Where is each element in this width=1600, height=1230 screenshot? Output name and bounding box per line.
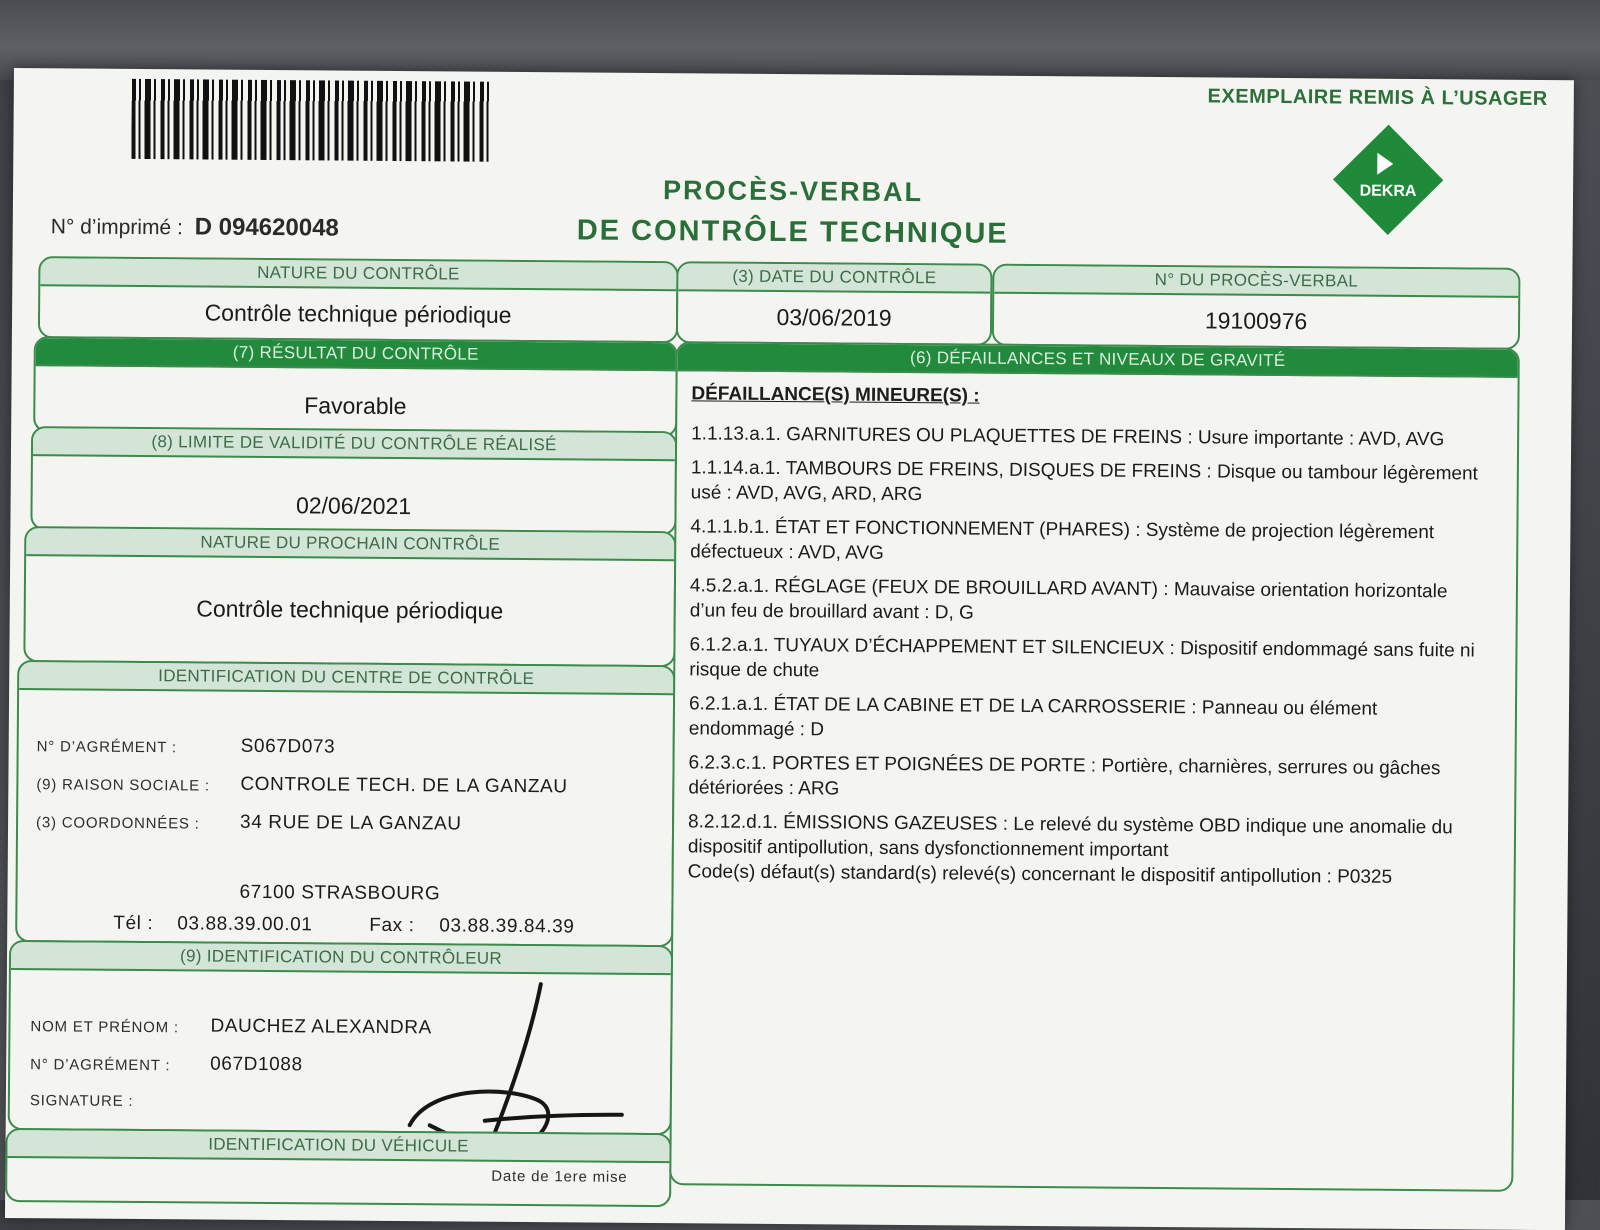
centre-agrement-label: N° D’AGRÉMENT : [36, 738, 177, 757]
centre-fax-label: Fax : [369, 914, 415, 937]
fabric-background [0, 0, 1600, 80]
numero-pv-value: 19100976 [1204, 307, 1308, 335]
date-controle-label: (3) DATE DU CONTRÔLE [678, 263, 990, 293]
vehicule-label: IDENTIFICATION DU VÉHICULE [7, 1130, 669, 1163]
centre-box [15, 660, 675, 947]
document-title-line1: PROCÈS-VERBAL [662, 175, 924, 208]
prochain-controle-label: NATURE DU PROCHAIN CONTRÔLE [26, 528, 674, 561]
inspection-report-sheet [5, 68, 1574, 1230]
resultat-value: Favorable [304, 392, 407, 420]
nature-controle-value: Contrôle technique périodique [204, 299, 512, 328]
vehicule-date-label: Date de 1ere mise [491, 1167, 628, 1186]
defaillances-label: (6) DÉFAILLANCES ET NIVEAUX DE GRAVITÉ [678, 343, 1518, 378]
nature-controle-box [38, 256, 679, 343]
defect-item: 4.5.2.a.1. RÉGLAGE (FEUX DE BROUILLARD AVANT) : Mauvaise orientation horizontale d’un feu de brouillard avant : D, G [689, 575, 1448, 624]
centre-tel-value: 03.88.39.00.01 [177, 913, 313, 936]
defect-item: 1.1.14.a.1. TAMBOURS DE FREINS, DISQUES DE FREINS : Disque ou tambour légèrement usé : AVD, AVG, ARD, ARG [690, 457, 1478, 506]
defect-heading: DÉFAILLANCE(S) MINEURE(S) : [691, 383, 980, 407]
vehicule-box [5, 1128, 672, 1207]
limite-validite-box [30, 426, 677, 535]
handwritten-signature [389, 975, 631, 1135]
print-number [51, 212, 339, 242]
centre-label: IDENTIFICATION DU CENTRE DE CONTRÔLE [19, 662, 673, 695]
print-number-value: D 094620048 [194, 213, 339, 242]
defect-item: 6.2.1.a.1. ÉTAT DE LA CABINE ET DE LA CARROSSERIE : Panneau ou élément endommagé : D [688, 693, 1378, 741]
controleur-signature-label: SIGNATURE : [29, 1092, 134, 1110]
defect-code-line: Code(s) défaut(s) standard(s) relevé(s) concernant le dispositif antipollution : P0325 [687, 861, 1393, 888]
centre-tel-label: Tél : [113, 912, 154, 935]
centre-address-line1: 34 RUE DE LA GANZAU [240, 811, 462, 835]
defect-list [688, 383, 1488, 899]
defect-item: 6.2.3.c.1. PORTES ET POIGNÉES DE PORTE : Portière, charnières, serrures ou gâches détériorées : ARG [688, 752, 1441, 800]
defect-item: 4.1.1.b.1. ÉTAT ET FONCTIONNEMENT (PHARES) : Système de projection légèrement défectueux : AVD, AVG [690, 516, 1435, 564]
resultat-box [33, 336, 678, 437]
controleur-name-label: NOM ET PRÉNOM : [30, 1018, 179, 1037]
copy-note: EXEMPLAIRE REMIS À L’USAGER [1207, 85, 1548, 111]
controleur-agrement-label: N° D’AGRÉMENT : [30, 1056, 171, 1075]
defect-item: 8.2.12.d.1. ÉMISSIONS GAZEUSES : Le relevé du système OBD indique une anomalie du dispositif antipollution, sans dysfonctionnement important [687, 811, 1453, 862]
centre-raison-value: CONTROLE TECH. DE LA GANZAU [240, 773, 568, 798]
centre-fax-value: 03.88.39.84.39 [439, 915, 575, 938]
numero-pv-label: N° DU PROCÈS-VERBAL [994, 266, 1518, 298]
defaillances-box [669, 341, 1520, 1192]
limite-validite-label: (8) LIMITE DE VALIDITÉ DU CONTRÔLE RÉALISÉ [33, 428, 675, 461]
centre-coord-label: (3) COORDONNÉES : [36, 814, 200, 833]
date-controle-box [676, 261, 993, 345]
logo-diamond-shape [1333, 125, 1443, 235]
defect-item: 6.1.2.a.1. TUYAUX D’ÉCHAPPEMENT ET SILENCIEUX : Dispositif endommagé sans fuite ni risque de chute [689, 634, 1475, 682]
centre-agrement-value: S067D073 [240, 735, 336, 758]
defect-item: 1.1.13.a.1. GARNITURES OU PLAQUETTES DE FREINS : Usure importante : AVD, AVG [691, 423, 1445, 451]
limite-validite-value: 02/06/2021 [295, 492, 412, 520]
controleur-agrement-value: 067D1088 [210, 1053, 303, 1076]
nature-controle-label: NATURE DU CONTRÔLE [40, 258, 676, 291]
document-title-line2: DE CONTRÔLE TECHNIQUE [576, 214, 1009, 250]
prochain-controle-box [23, 526, 676, 667]
controleur-box [8, 940, 673, 1135]
numero-pv-box [992, 264, 1521, 350]
logo-play-icon [1377, 153, 1393, 175]
resultat-label: (7) RÉSULTAT DU CONTRÔLE [36, 338, 676, 371]
controleur-label: (9) IDENTIFICATION DU CONTRÔLEUR [11, 942, 671, 975]
centre-address-line2: 67100 STRASBOURG [239, 881, 441, 905]
dekra-logo [1333, 124, 1444, 235]
barcode [131, 79, 492, 162]
date-controle-value: 03/06/2019 [776, 303, 892, 331]
centre-raison-label: (9) RAISON SOCIALE : [36, 776, 210, 795]
print-number-label: N° d’imprimé : [50, 215, 183, 240]
logo-text: DEKRA [1359, 182, 1417, 201]
controleur-name-value: DAUCHEZ ALEXANDRA [210, 1015, 432, 1039]
prochain-controle-value: Contrôle technique périodique [196, 595, 504, 624]
